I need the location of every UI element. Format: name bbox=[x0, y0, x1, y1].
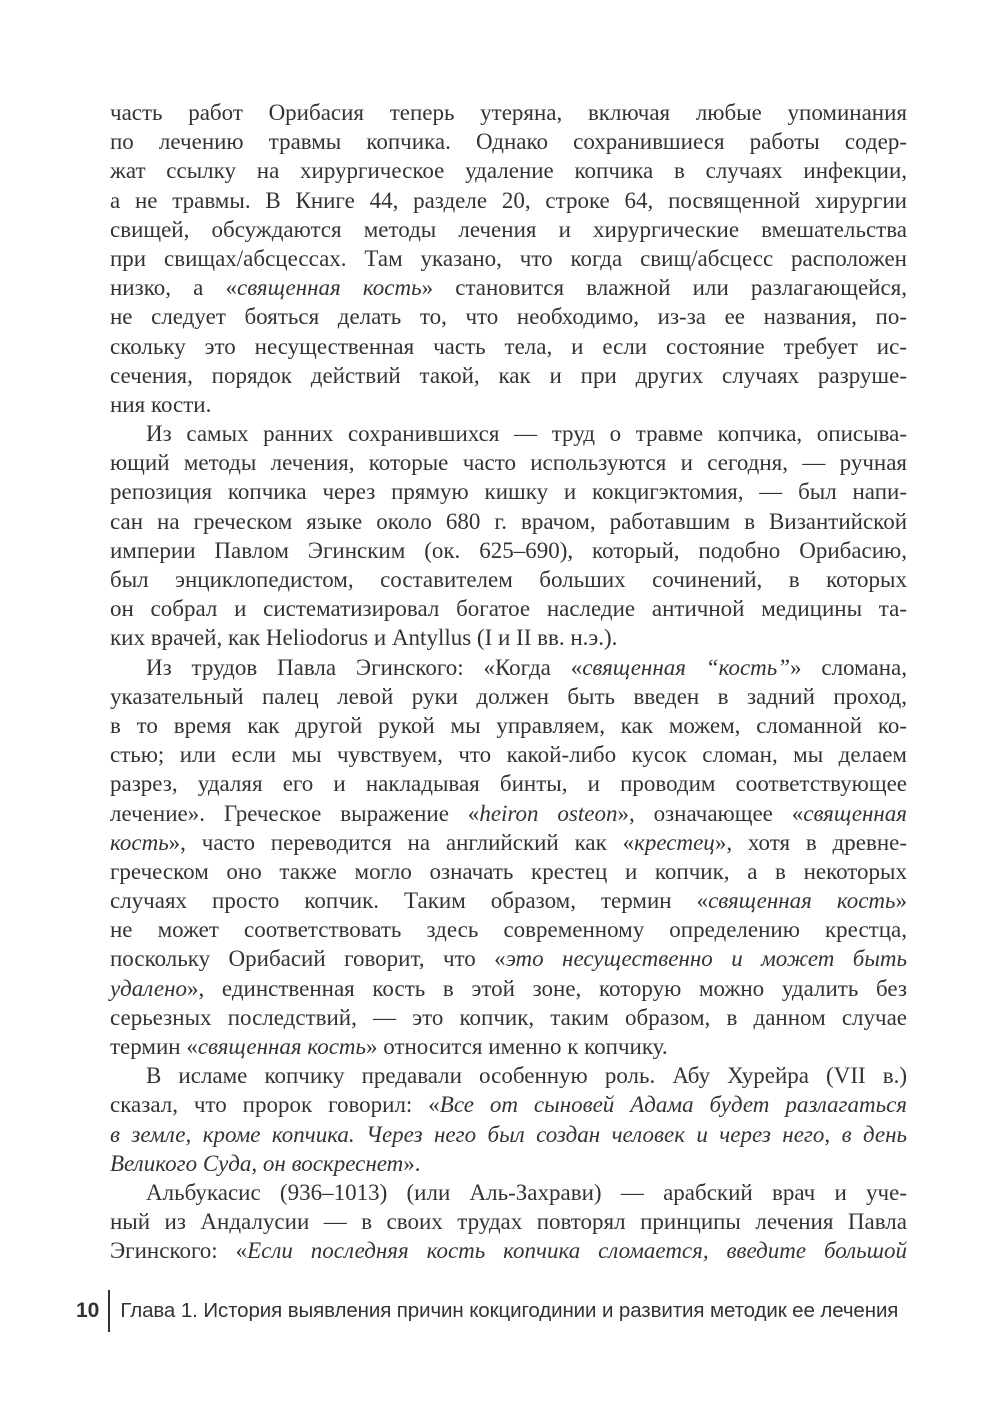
italic-text: священная “кость” bbox=[582, 654, 791, 680]
text-run: ких врачей, как Heliodorus и Antyllus (I и II вв. н.э.). bbox=[110, 625, 618, 651]
text-run: термин « bbox=[110, 1034, 198, 1059]
italic-text: священная bbox=[803, 800, 907, 826]
text-line bbox=[110, 1120, 907, 1149]
text-line bbox=[110, 857, 907, 886]
text-line bbox=[110, 127, 907, 156]
text-run: лечение». Греческое выражение « bbox=[110, 800, 480, 826]
text-run: не следует бояться делать то, что необходимо, из-за ее названия, по- bbox=[110, 304, 907, 330]
italic-text: кость bbox=[110, 829, 169, 855]
page-number: 10 bbox=[76, 1299, 100, 1322]
text-line bbox=[110, 653, 907, 682]
text-run: разрез, удаляя его и накладывая бинты, и проводим соответствующее bbox=[110, 771, 907, 797]
text-line bbox=[110, 273, 907, 302]
italic-text: крестец bbox=[634, 829, 715, 855]
text-line bbox=[110, 1032, 907, 1061]
page-footer bbox=[76, 1293, 898, 1329]
text-line bbox=[110, 98, 907, 127]
text-line bbox=[110, 215, 907, 244]
text-run: не может соответствовать здесь современному определению крестца, bbox=[110, 917, 907, 943]
italic-text: удалено bbox=[110, 975, 187, 1001]
text-line bbox=[110, 507, 907, 536]
text-run: серьезных последствий, — это копчик, таким образом, в данном случае bbox=[110, 1004, 907, 1030]
running-head: Глава 1. История выявления причин кокцигодинии и развития методик ее лечения bbox=[120, 1299, 899, 1322]
text-line bbox=[110, 1003, 907, 1032]
text-line bbox=[110, 244, 907, 273]
text-run: ный из Андалусии — в своих трудах повторял принципы лечения Павла bbox=[110, 1209, 907, 1235]
text-run: скольку это несущественная часть тела, и если состояние требует ис- bbox=[110, 333, 907, 359]
text-run: ». bbox=[403, 1150, 421, 1176]
text-run: в то время как другой рукой мы управляем, как можем, сломанной ко- bbox=[110, 712, 907, 738]
text-run: В исламе копчику предавали особенную роль. Абу Хурейра (VII в.) bbox=[146, 1063, 907, 1089]
italic-text: священная кость bbox=[708, 888, 896, 914]
text-line bbox=[110, 799, 907, 828]
text-line bbox=[110, 332, 907, 361]
text-run: при свищах/абсцессах. Там указано, что когда свищ/абсцесс расположен bbox=[110, 245, 907, 271]
text-line bbox=[110, 156, 907, 185]
text-run: жат ссылку на хирургическое удаление копчика в случаях инфекции, bbox=[110, 158, 907, 184]
text-run: часть работ Орибасия теперь утеряна, включая любые упоминания bbox=[110, 100, 907, 125]
italic-text: в земле, кроме копчика. Через него был создан человек и через него, в день bbox=[110, 1121, 907, 1147]
text-line bbox=[110, 1178, 907, 1207]
text-run: » относится именно к копчику. bbox=[366, 1034, 668, 1059]
text-run: был энциклопедистом, составителем больших сочинений, в которых bbox=[110, 567, 907, 592]
text-line bbox=[110, 944, 907, 973]
italic-text: Все от сыновей Адама будет разлагаться bbox=[439, 1092, 907, 1118]
text-run: » сломана, bbox=[790, 654, 907, 680]
text-line bbox=[110, 536, 907, 565]
text-run: свищей, обсуждаются методы лечения и хирургические вмешательства bbox=[110, 216, 907, 242]
text-run: сказал, что пророк говорил: « bbox=[110, 1092, 440, 1118]
italic-text: Если последняя кость копчика сломается, введите большой bbox=[247, 1238, 907, 1264]
italic-text: heiron osteon bbox=[479, 800, 618, 826]
text-line bbox=[110, 361, 907, 390]
italic-text: священная кость bbox=[197, 1034, 366, 1059]
text-run: », единственная кость в этой зоне, которую можно удалить без bbox=[187, 975, 907, 1001]
text-run: ющий методы лечения, которые часто используются и сегодня, — ручная bbox=[110, 450, 907, 476]
italic-text: это несущественно и может быть bbox=[505, 946, 907, 972]
body-text bbox=[110, 98, 907, 1266]
text-run: империи Павлом Эгинским (ок. 625–690), который, подобно Орибасию, bbox=[110, 537, 907, 563]
text-line bbox=[110, 565, 907, 594]
text-run: стью; или если мы чувствуем, что какой-либо кусок сломан, мы делаем bbox=[110, 742, 907, 768]
text-run: », часто переводится на английский как « bbox=[168, 829, 635, 855]
text-line bbox=[110, 974, 907, 1003]
text-run: сечения, порядок действий такой, как и при других случаях разруше- bbox=[110, 362, 907, 388]
text-line bbox=[110, 1090, 907, 1119]
text-run: Эгинского: « bbox=[110, 1238, 248, 1264]
text-line bbox=[110, 828, 907, 857]
text-line bbox=[110, 419, 907, 448]
text-line bbox=[110, 886, 907, 915]
text-run: по лечению травмы копчика. Однако сохранившиеся работы содер- bbox=[110, 129, 907, 155]
text-run: указательный палец левой руки должен быть введен в задний проход, bbox=[110, 683, 907, 709]
text-run: Из трудов Павла Эгинского: «Когда « bbox=[146, 654, 583, 680]
text-run: », хотя в древне- bbox=[714, 829, 907, 855]
text-line bbox=[110, 682, 907, 711]
italic-text: священная кость bbox=[237, 275, 422, 301]
text-line bbox=[110, 594, 907, 623]
text-run: », означающее « bbox=[617, 800, 804, 826]
text-run: Альбукасис (936–1013) (или Аль-Захрави) — арабский врач и уче- bbox=[146, 1179, 907, 1205]
text-run: » bbox=[895, 888, 908, 914]
text-line bbox=[110, 915, 907, 944]
italic-text: Великого Суда, он воскреснет bbox=[110, 1150, 404, 1176]
text-run: репозиция копчика через прямую кишку и кокцигэктомия, — был напи- bbox=[110, 479, 907, 505]
text-run: » становится влажной или разлагающейся, bbox=[421, 275, 908, 301]
footer-divider bbox=[108, 1290, 110, 1332]
text-line bbox=[110, 390, 907, 419]
text-run: греческом оно также могло означать крестец и копчик, а в некоторых bbox=[110, 858, 907, 884]
text-run: а не травмы. В Книге 44, разделе 20, строке 64, посвященной хирургии bbox=[110, 187, 907, 213]
text-line bbox=[110, 711, 907, 740]
text-run: поскольку Орибасий говорит, что « bbox=[110, 946, 506, 972]
text-line bbox=[110, 1236, 907, 1265]
text-line bbox=[110, 740, 907, 769]
text-line bbox=[110, 769, 907, 798]
text-line bbox=[110, 302, 907, 331]
text-line bbox=[110, 477, 907, 506]
text-line bbox=[110, 1207, 907, 1236]
text-run: Из самых ранних сохранившихся — труд о травме копчика, описыва- bbox=[146, 421, 907, 447]
text-run: ния кости. bbox=[110, 391, 212, 417]
text-line bbox=[110, 448, 907, 477]
text-line bbox=[110, 186, 907, 215]
text-run: сан на греческом языке около 680 г. врачом, работавшим в Византийской bbox=[110, 508, 907, 534]
text-run: он собрал и систематизировал богатое наследие античной медицины та- bbox=[110, 596, 907, 622]
text-run: случаях просто копчик. Таким образом, термин « bbox=[110, 888, 709, 914]
text-line bbox=[110, 1061, 907, 1090]
text-line bbox=[110, 623, 907, 652]
text-run: низко, а « bbox=[110, 275, 237, 301]
text-line bbox=[110, 1149, 907, 1178]
